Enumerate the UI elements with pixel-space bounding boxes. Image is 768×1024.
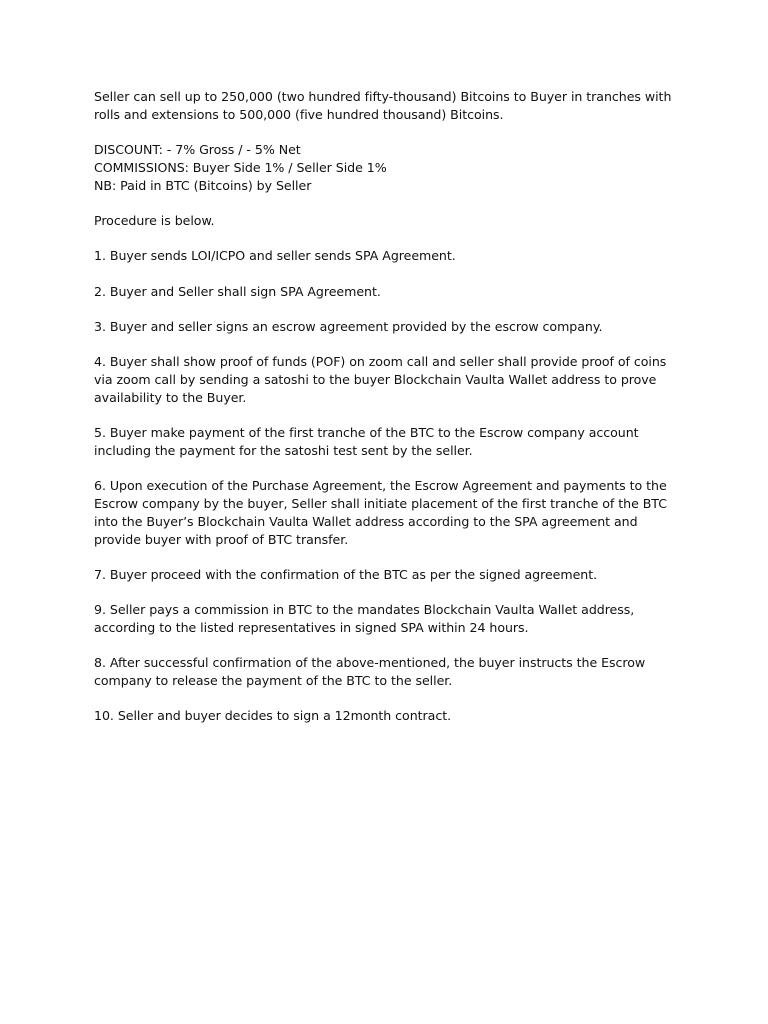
step-line: 5. Buyer make payment of the first tranche of the BTC to the Escrow company account <box>94 425 639 441</box>
step-line: via zoom call by sending a satoshi to the buyer Blockchain Vaulta Wallet address to prove <box>94 371 657 387</box>
intro-line: Seller can sell up to 250,000 (two hundred fifty-thousand) Bitcoins to Buyer in tranches with <box>94 89 672 104</box>
commissions-line: COMMISSIONS: Buyer Side 1% / Seller Side 1% <box>94 159 387 175</box>
procedure-step <box>94 601 694 637</box>
step-line: company to release the payment of the BTC to the seller. <box>94 673 453 689</box>
step-line: Escrow company by the buyer, Seller shall initiate placement of the first tranche of the BTC <box>94 495 667 511</box>
step-line: 3. Buyer and seller signs an escrow agreement provided by the escrow company. <box>94 318 603 334</box>
step-line: 6. Upon execution of the Purchase Agreement, the Escrow Agreement and payments to the <box>94 478 667 494</box>
step-line: 7. Buyer proceed with the confirmation of the BTC as per the signed agreement. <box>94 566 598 582</box>
procedure-step <box>94 353 694 406</box>
terms-paragraph <box>94 141 694 194</box>
payment-note-line: NB: Paid in BTC (Bitcoins) by Seller <box>94 177 312 193</box>
step-line: including the payment for the satoshi test sent by the seller. <box>94 442 473 458</box>
step-line: 8. After successful confirmation of the above-mentioned, the buyer instructs the Escrow <box>94 655 646 671</box>
step-line: 10. Seller and buyer decides to sign a 12month contract. <box>94 708 452 724</box>
procedure-step <box>94 318 694 336</box>
procedure-step <box>94 247 694 265</box>
step-line: 9. Seller pays a commission in BTC to the mandates Blockchain Vaulta Wallet address, <box>94 602 635 618</box>
procedure-step <box>94 566 694 584</box>
procedure-heading: Procedure is below. <box>94 212 215 228</box>
step-line: 1. Buyer sends LOI/ICPO and seller sends SPA Agreement. <box>94 248 456 264</box>
procedure-step <box>94 283 694 301</box>
intro-line: rolls and extensions to 500,000 (five hundred thousand) Bitcoins. <box>94 106 504 122</box>
intro-paragraph <box>94 88 694 124</box>
procedure-step <box>94 654 694 690</box>
step-line: provide buyer with proof of BTC transfer. <box>94 531 349 547</box>
document-body <box>94 88 694 743</box>
procedure-step <box>94 477 694 548</box>
procedure-step <box>94 424 694 460</box>
step-line: 4. Buyer shall show proof of funds (POF) on zoom call and seller shall provide proof of coins <box>94 354 667 370</box>
step-line: according to the listed representatives in signed SPA within 24 hours. <box>94 619 529 635</box>
procedure-step <box>94 707 694 725</box>
step-line: into the Buyer’s Blockchain Vaulta Wallet address according to the SPA agreement and <box>94 513 638 529</box>
discount-line: DISCOUNT: - 7% Gross / - 5% Net <box>94 142 301 158</box>
step-line: availability to the Buyer. <box>94 389 247 405</box>
step-line: 2. Buyer and Seller shall sign SPA Agreement. <box>94 283 381 299</box>
